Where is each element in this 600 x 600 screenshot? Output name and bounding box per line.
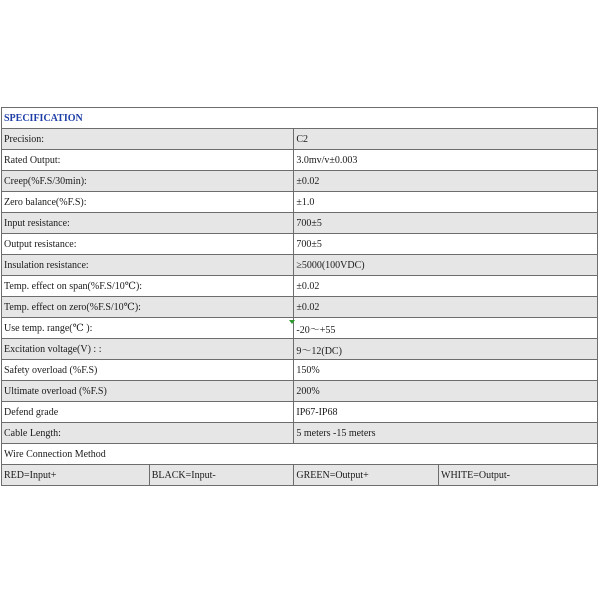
spec-label: Temp. effect on span(%F.S/10℃): (2, 276, 294, 297)
spec-value: 200% (294, 381, 598, 402)
spec-value: ±0.02 (294, 276, 598, 297)
spec-value: ≥5000(100VDC) (294, 255, 598, 276)
table-row (2, 318, 598, 339)
spec-value: 150% (294, 360, 598, 381)
table-row (2, 297, 598, 318)
spec-label: Precision: (2, 129, 294, 150)
specification-table (1, 107, 598, 486)
spec-label: Use temp. range(℃ ): (2, 318, 294, 339)
table-row (2, 129, 598, 150)
table-title: SPECIFICATION (2, 108, 598, 129)
cell-marker-triangle (289, 320, 295, 324)
spec-label: Excitation voltage(V) : : (2, 339, 294, 360)
title-row (2, 108, 598, 129)
spec-label: Safety overload (%F.S) (2, 360, 294, 381)
table-row (2, 276, 598, 297)
table-row (2, 381, 598, 402)
spec-value: IP67-IP68 (294, 402, 598, 423)
table-row (2, 150, 598, 171)
spec-label: Output resistance: (2, 234, 294, 255)
spec-label: Creep(%F.S/30min): (2, 171, 294, 192)
spec-value: 9～12(DC) (294, 339, 598, 360)
spec-value: 700±5 (294, 213, 598, 234)
spec-label: Ultimate overload (%F.S) (2, 381, 294, 402)
table-row (2, 402, 598, 423)
wire-item-red: RED=Input+ (2, 465, 150, 486)
wire-items-row (2, 465, 598, 486)
spec-value: ±1.0 (294, 192, 598, 213)
wire-heading-row (2, 444, 598, 465)
table-row (2, 360, 598, 381)
spec-label: Insulation resistance: (2, 255, 294, 276)
spec-label: Zero balance(%F.S): (2, 192, 294, 213)
table-row (2, 213, 598, 234)
table-row (2, 423, 598, 444)
wire-item-green: GREEN=Output+ (294, 465, 439, 486)
table-row (2, 339, 598, 360)
table-row (2, 234, 598, 255)
spec-value: 700±5 (294, 234, 598, 255)
spec-label: Rated Output: (2, 150, 294, 171)
spec-label: Temp. effect on zero(%F.S/10℃): (2, 297, 294, 318)
spec-value: ±0.02 (294, 297, 598, 318)
spec-value: 3.0mv/v±0.003 (294, 150, 598, 171)
spec-value: 5 meters -15 meters (294, 423, 598, 444)
wire-heading: Wire Connection Method (2, 444, 598, 465)
spec-value: C2 (294, 129, 598, 150)
spec-value: ±0.02 (294, 171, 598, 192)
table-row (2, 192, 598, 213)
table-row (2, 255, 598, 276)
spec-label: Input resistance: (2, 213, 294, 234)
spec-label: Cable Length: (2, 423, 294, 444)
wire-item-white: WHITE=Output- (439, 465, 598, 486)
wire-item-black: BLACK=Input- (149, 465, 294, 486)
spec-value: -20～+55 (294, 318, 598, 339)
table-row (2, 171, 598, 192)
spec-label: Defend grade (2, 402, 294, 423)
